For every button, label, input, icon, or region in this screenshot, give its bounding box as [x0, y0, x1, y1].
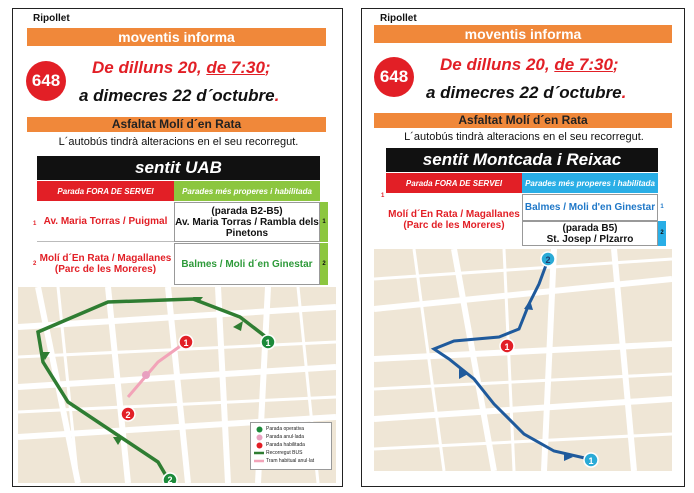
open-stop-2-name: St. Josep / Plzarro [546, 233, 634, 245]
cancelled-stop-1-number: 1 [183, 338, 189, 348]
stop-cancelled-icon [254, 434, 264, 441]
open-stop-2: Balmes / Moli d´en Ginestar [174, 243, 320, 285]
dates-suffix: ; [612, 55, 619, 74]
open-stop-1-tag: 1 [658, 194, 666, 221]
dates-suffix: ; [264, 58, 271, 77]
closed-stop-1: Molí d´En Rata / Magallanes (Parc de les Moreres) [388, 209, 520, 231]
direction-arrow-icon [233, 321, 243, 331]
open-stop-1-code: (parada B2-B5) [211, 205, 283, 217]
cancelled-stop-2-number: 2 [125, 410, 131, 420]
map-legend [250, 422, 332, 470]
map-drawing [374, 249, 672, 471]
enabled-stop-2-number: 2 [545, 255, 551, 265]
col-header-open: Parades més properes i habilitada [174, 181, 320, 201]
open-stop-2 [522, 221, 658, 246]
legend-item [254, 433, 328, 441]
notice-panel-montcada [361, 8, 685, 487]
legend-label: Tram habitual anul·lat [266, 458, 315, 464]
notice-panel-uab [12, 8, 343, 487]
subheader-bar: Asfaltat Molí d´en Rata [27, 117, 326, 132]
dates-line-1 [440, 54, 619, 76]
legend-item [254, 457, 328, 465]
legend-label: Parada anul·lada [266, 434, 305, 440]
route-map-montcada [374, 249, 672, 471]
route-map-uab [18, 287, 336, 483]
open-stop-1-tag: 1 [320, 202, 328, 242]
stop-enabled-icon [254, 442, 264, 449]
dates-end-dot: . [621, 83, 627, 102]
legend-label: Parada habilitada [266, 442, 305, 448]
cancelled-stop-icon [142, 371, 150, 379]
enabled-stop-2-number: 2 [167, 475, 173, 483]
dates-prefix: De dilluns 20, [92, 58, 207, 77]
notice-text: L´autobús tindrà alteracions en el seu recorregut. [58, 136, 299, 148]
legend-item [254, 425, 328, 433]
open-stop-2-tag: 2 [320, 243, 328, 285]
col-header-closed: Parada FORA DE SERVEI [37, 181, 174, 201]
open-stop-1 [174, 202, 320, 242]
cancelled-stop-1-number: 1 [504, 342, 510, 352]
line-badge: 648 [26, 61, 66, 101]
row-number: 2 [33, 261, 37, 267]
dates-line-2 [79, 85, 279, 107]
open-stop-1: Balmes / Moli d'en Ginestar [522, 194, 658, 221]
direction-title: sentit UAB [37, 156, 320, 180]
legend-item [254, 449, 328, 457]
enabled-stop-1-number: 1 [588, 456, 594, 466]
open-stop-2-code: (parada B5) [562, 222, 618, 234]
city-label: Ripollet [380, 13, 417, 24]
notice-text: L´autobús tindrà alteracions en el seu recorregut. [404, 131, 644, 143]
dates-end: a dimecres 22 d´octubre [79, 86, 275, 105]
dates-line-1 [92, 57, 271, 79]
bus-route-line-icon [254, 451, 264, 455]
row-number: 1 [381, 193, 385, 199]
legend-label: Parada operativa [266, 426, 305, 432]
open-stop-1-name: Av. Maria Torras / Rambla dels Pinetons [175, 216, 319, 239]
direction-title: sentit Montcada i Reixac [386, 148, 658, 172]
dates-end-dot: . [274, 86, 280, 105]
subheader-bar: Asfaltat Molí d´en Rata [374, 113, 672, 128]
stop-operative-icon [254, 426, 264, 433]
col-header-open: Parades més properes i habilitada [522, 173, 658, 193]
header-bar: moventis informa [27, 28, 326, 46]
legend-label: Recorregut BUS [266, 450, 303, 456]
dates-time: de 7:30 [206, 58, 265, 77]
col-header-closed: Parada FORA DE SERVEI [386, 173, 522, 193]
closed-stop-2: Molí d´En Rata / Magallanes (Parc de les Moreres) [39, 253, 172, 275]
header-bar: moventis informa [374, 25, 672, 43]
open-stop-2-tag: 2 [658, 221, 666, 246]
dates-time: de 7:30 [554, 55, 613, 74]
closed-stop-1: Av. Maria Torras / Puigmal [37, 202, 174, 242]
dates-end: a dimecres 22 d´octubre [426, 83, 622, 102]
dates-line-2 [426, 82, 626, 104]
cancelled-section-line-icon [254, 459, 264, 463]
dates-prefix: De dilluns 20, [440, 55, 555, 74]
line-badge: 648 [374, 57, 414, 97]
enabled-stop-1-number: 1 [265, 338, 271, 348]
city-label: Ripollet [33, 13, 70, 24]
legend-item [254, 441, 328, 449]
row-number: 1 [33, 221, 37, 227]
